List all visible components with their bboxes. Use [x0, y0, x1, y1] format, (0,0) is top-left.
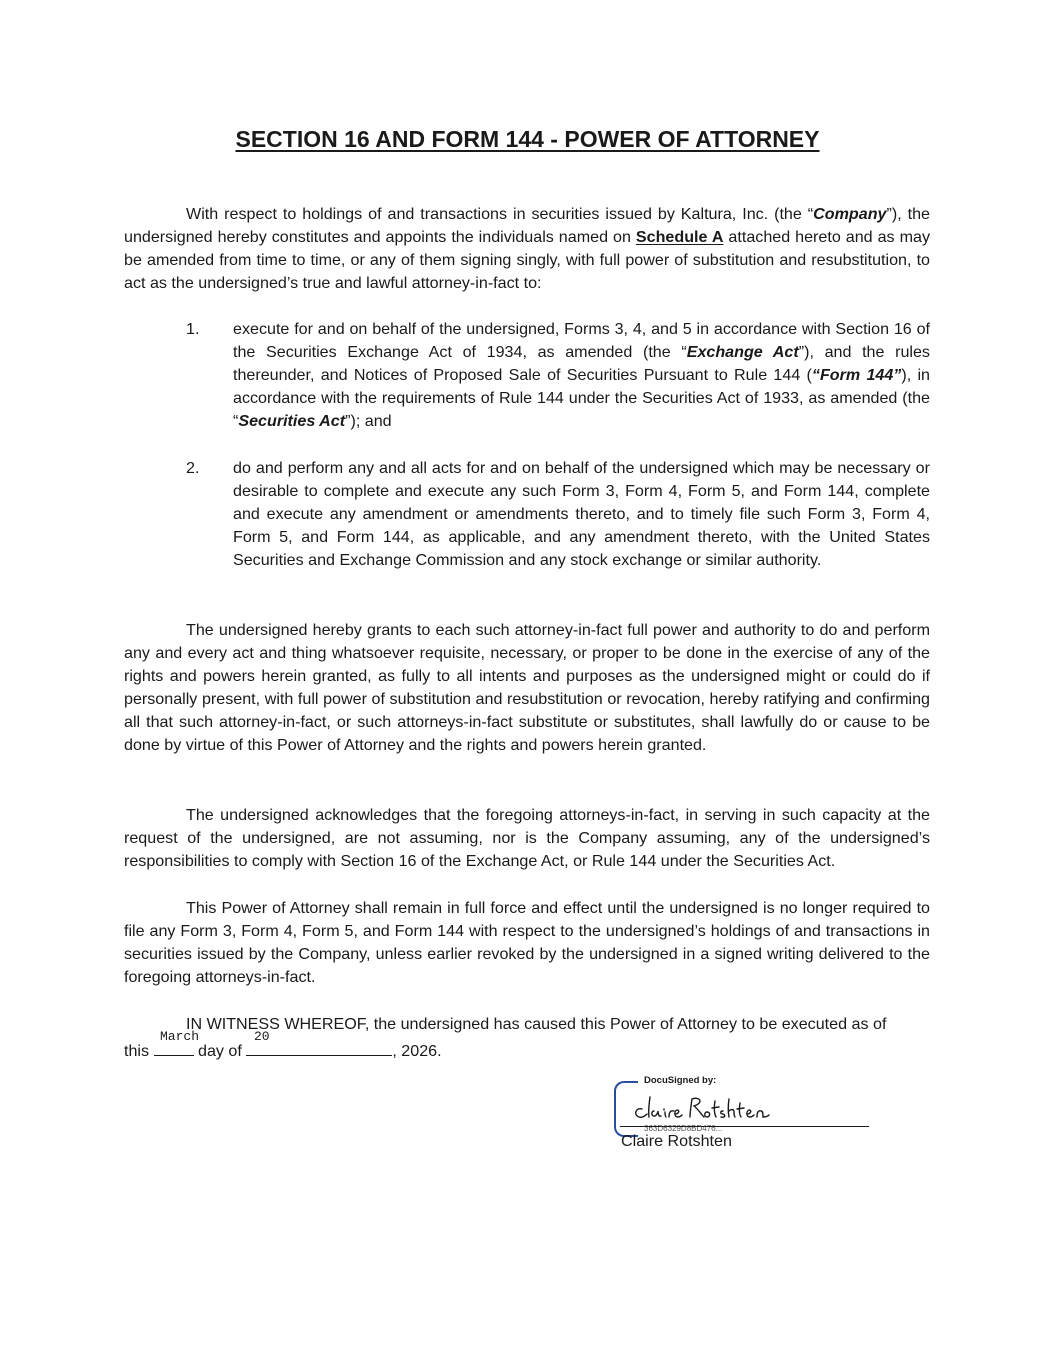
exchange-act-term: Exchange Act — [686, 343, 799, 361]
intro-paragraph — [124, 203, 930, 295]
signer-printed-name: Claire Rotshten — [621, 1132, 732, 1150]
list-item-1-text — [233, 318, 930, 433]
list-number-1: 1. — [186, 320, 200, 338]
item1-text-c: ), in accordance with the requirements of Rule 144 under the Securities Act of 1933, as amended (the “ — [233, 366, 930, 430]
witness-paragraph — [124, 1013, 930, 1036]
docusigned-by-label: DocuSigned by: — [644, 1075, 717, 1086]
this-word: this — [124, 1042, 150, 1060]
handwritten-signature-icon — [630, 1089, 780, 1123]
day-of-text: day of — [198, 1042, 242, 1060]
filled-day-value: March — [160, 1029, 200, 1044]
grant-text: The undersigned hereby grants to each such attorney-in-fact full power and authority to do and perform any and every act and thing whatsoever requisite, necessary, or proper to be done in the exercise of any of the rights and powers herein granted, as fully to all intents and purposes as the undersigned might or could do if personally present, with full power of substitution and resubstitution or revocation, hereby ratifying and confirming all that such attorney-in-fact, or such attorneys-in-fact substitute or substitutes, shall lawfully do or cause to be done by virtue of this Power of Attorney and the rights and powers herein granted. — [124, 621, 930, 754]
item1-text-b: ”), and the rules thereunder, and Notices of Proposed Sale of Securities Pursuant to Rule 144 ( — [233, 343, 930, 384]
schedule-a-term: Schedule A — [635, 228, 724, 246]
year-text: , 2026. — [392, 1042, 442, 1060]
list-item-2-text: do and perform any and all acts for and on behalf of the undersigned which may be necessary or desirable to complete and execute any such Form 3, Form 4, Form 5, and Form 144, complete and execute any amendment or amendments thereto, and to timely file such Form 3, Form 4, Form 5, and Form 144, as applicable, and any amendment thereto, with the United States Securities and Exchange Commission and any stock exchange or similar authority. — [233, 459, 930, 569]
item1-text-d: ”); and — [345, 412, 392, 430]
acknowledgement-paragraph — [124, 804, 930, 873]
intro-text-1: With respect to holdings of and transactions in securities issued by Kaltura, Inc. (the “ — [186, 205, 814, 223]
acknowledgement-text: The undersigned acknowledges that the foregoing attorneys-in-fact, in serving in such capacity at the request of the undersigned, are not assuming, nor is the Company assuming, any of the undersigned’s responsibilities to comply with Section 16 of the Exchange Act, or Rule 144 under the Securities Act. — [124, 806, 930, 870]
filled-month-value: 20 — [254, 1029, 270, 1044]
document-title: SECTION 16 AND FORM 144 - POWER OF ATTORNEY — [235, 126, 820, 152]
term-text: This Power of Attorney shall remain in full force and effect until the undersigned is no longer required to file any Form 3, Form 4, Form 5, and Form 144 with respect to the undersigned’s holdings of and transactions in securities issued by the Company, unless earlier revoked by the undersigned in a signed writing delivered to the foregoing attorneys-in-fact. — [124, 899, 930, 986]
signature-line — [620, 1126, 869, 1127]
list-number-2: 2. — [186, 459, 200, 477]
intro-text-2: ”), the undersigned hereby constitutes and appoints the individuals named on — [124, 205, 930, 246]
term-paragraph — [124, 897, 930, 989]
envelope-hash: 363D6329D8BD476... — [644, 1124, 723, 1133]
grant-paragraph — [124, 619, 930, 757]
item1-text-a: execute for and on behalf of the undersigned, Forms 3, 4, and 5 in accordance with Section 16 of the Securities Exchange Act of 1934, as amended (the “ — [233, 320, 930, 361]
intro-text-3: attached hereto and as may be amended from time to time, or any of them signing singly, with full power of substitution and resubstitution, to act as the undersigned’s true and lawful attorney-in-fact to: — [124, 228, 930, 292]
witness-text: IN WITNESS WHEREOF, the undersigned has caused this Power of Attorney to be executed as of — [186, 1015, 887, 1033]
securities-act-term: Securities Act — [238, 412, 346, 430]
form-144-term: “Form 144” — [811, 366, 902, 384]
company-term: Company — [813, 205, 887, 223]
